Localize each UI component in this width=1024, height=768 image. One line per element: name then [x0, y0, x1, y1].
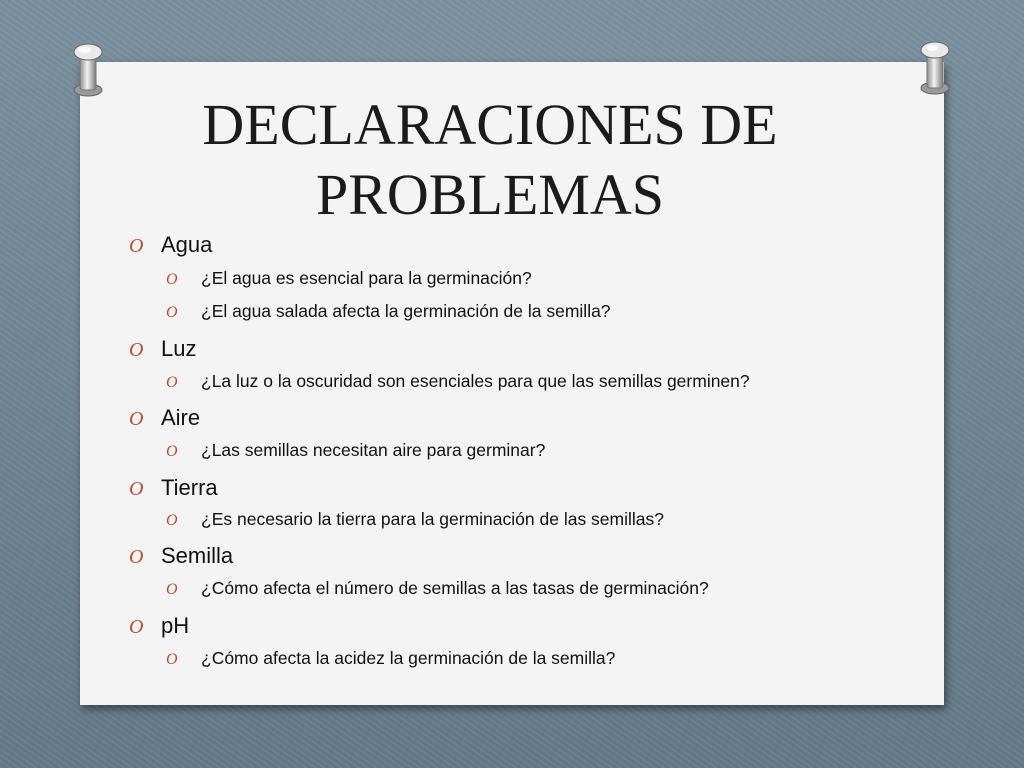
bullet-marker: O — [166, 304, 178, 321]
bullet-marker: O — [129, 546, 144, 568]
slide-title-line-2: PROBLEMAS — [315, 162, 665, 227]
bullet-marker: O — [166, 581, 178, 598]
topic-label: Agua — [161, 232, 213, 257]
topic-label: Semilla — [161, 543, 234, 568]
topic-label: Luz — [161, 336, 197, 361]
question-text: ¿Las semillas necesitan aire para germinar? — [201, 440, 546, 460]
bullet-marker: O — [166, 443, 178, 460]
bullet-marker: O — [166, 512, 178, 529]
bullet-marker: O — [129, 235, 144, 257]
pushpin-icon — [918, 38, 952, 96]
topic-label: pH — [161, 613, 190, 638]
bullet-marker: O — [129, 616, 144, 638]
bullet-marker: O — [166, 374, 178, 391]
question-text: ¿El agua salada afecta la germinación de la semilla? — [201, 301, 611, 321]
bullet-marker: O — [129, 339, 144, 361]
question-text: ¿Es necesario la tierra para la germinación de las semillas? — [201, 509, 664, 529]
slide-title — [130, 90, 850, 230]
question-text: ¿El agua es esencial para la germinación? — [201, 268, 532, 288]
topic-label: Tierra — [161, 475, 218, 500]
slide-title-line-1: DECLARACIONES DE — [202, 92, 778, 157]
question-text: ¿La luz o la oscuridad son esenciales para que las semillas germinen? — [201, 371, 750, 391]
bullet-marker: O — [166, 271, 178, 288]
question-text: ¿Cómo afecta la acidez la germinación de la semilla? — [201, 648, 616, 668]
bullet-marker: O — [129, 408, 144, 430]
bullet-marker: O — [166, 651, 178, 668]
question-text: ¿Cómo afecta el número de semillas a las tasas de germinación? — [201, 578, 709, 598]
topic-label: Aire — [161, 405, 201, 430]
pushpin-icon — [71, 40, 105, 98]
bullet-marker: O — [129, 478, 144, 500]
